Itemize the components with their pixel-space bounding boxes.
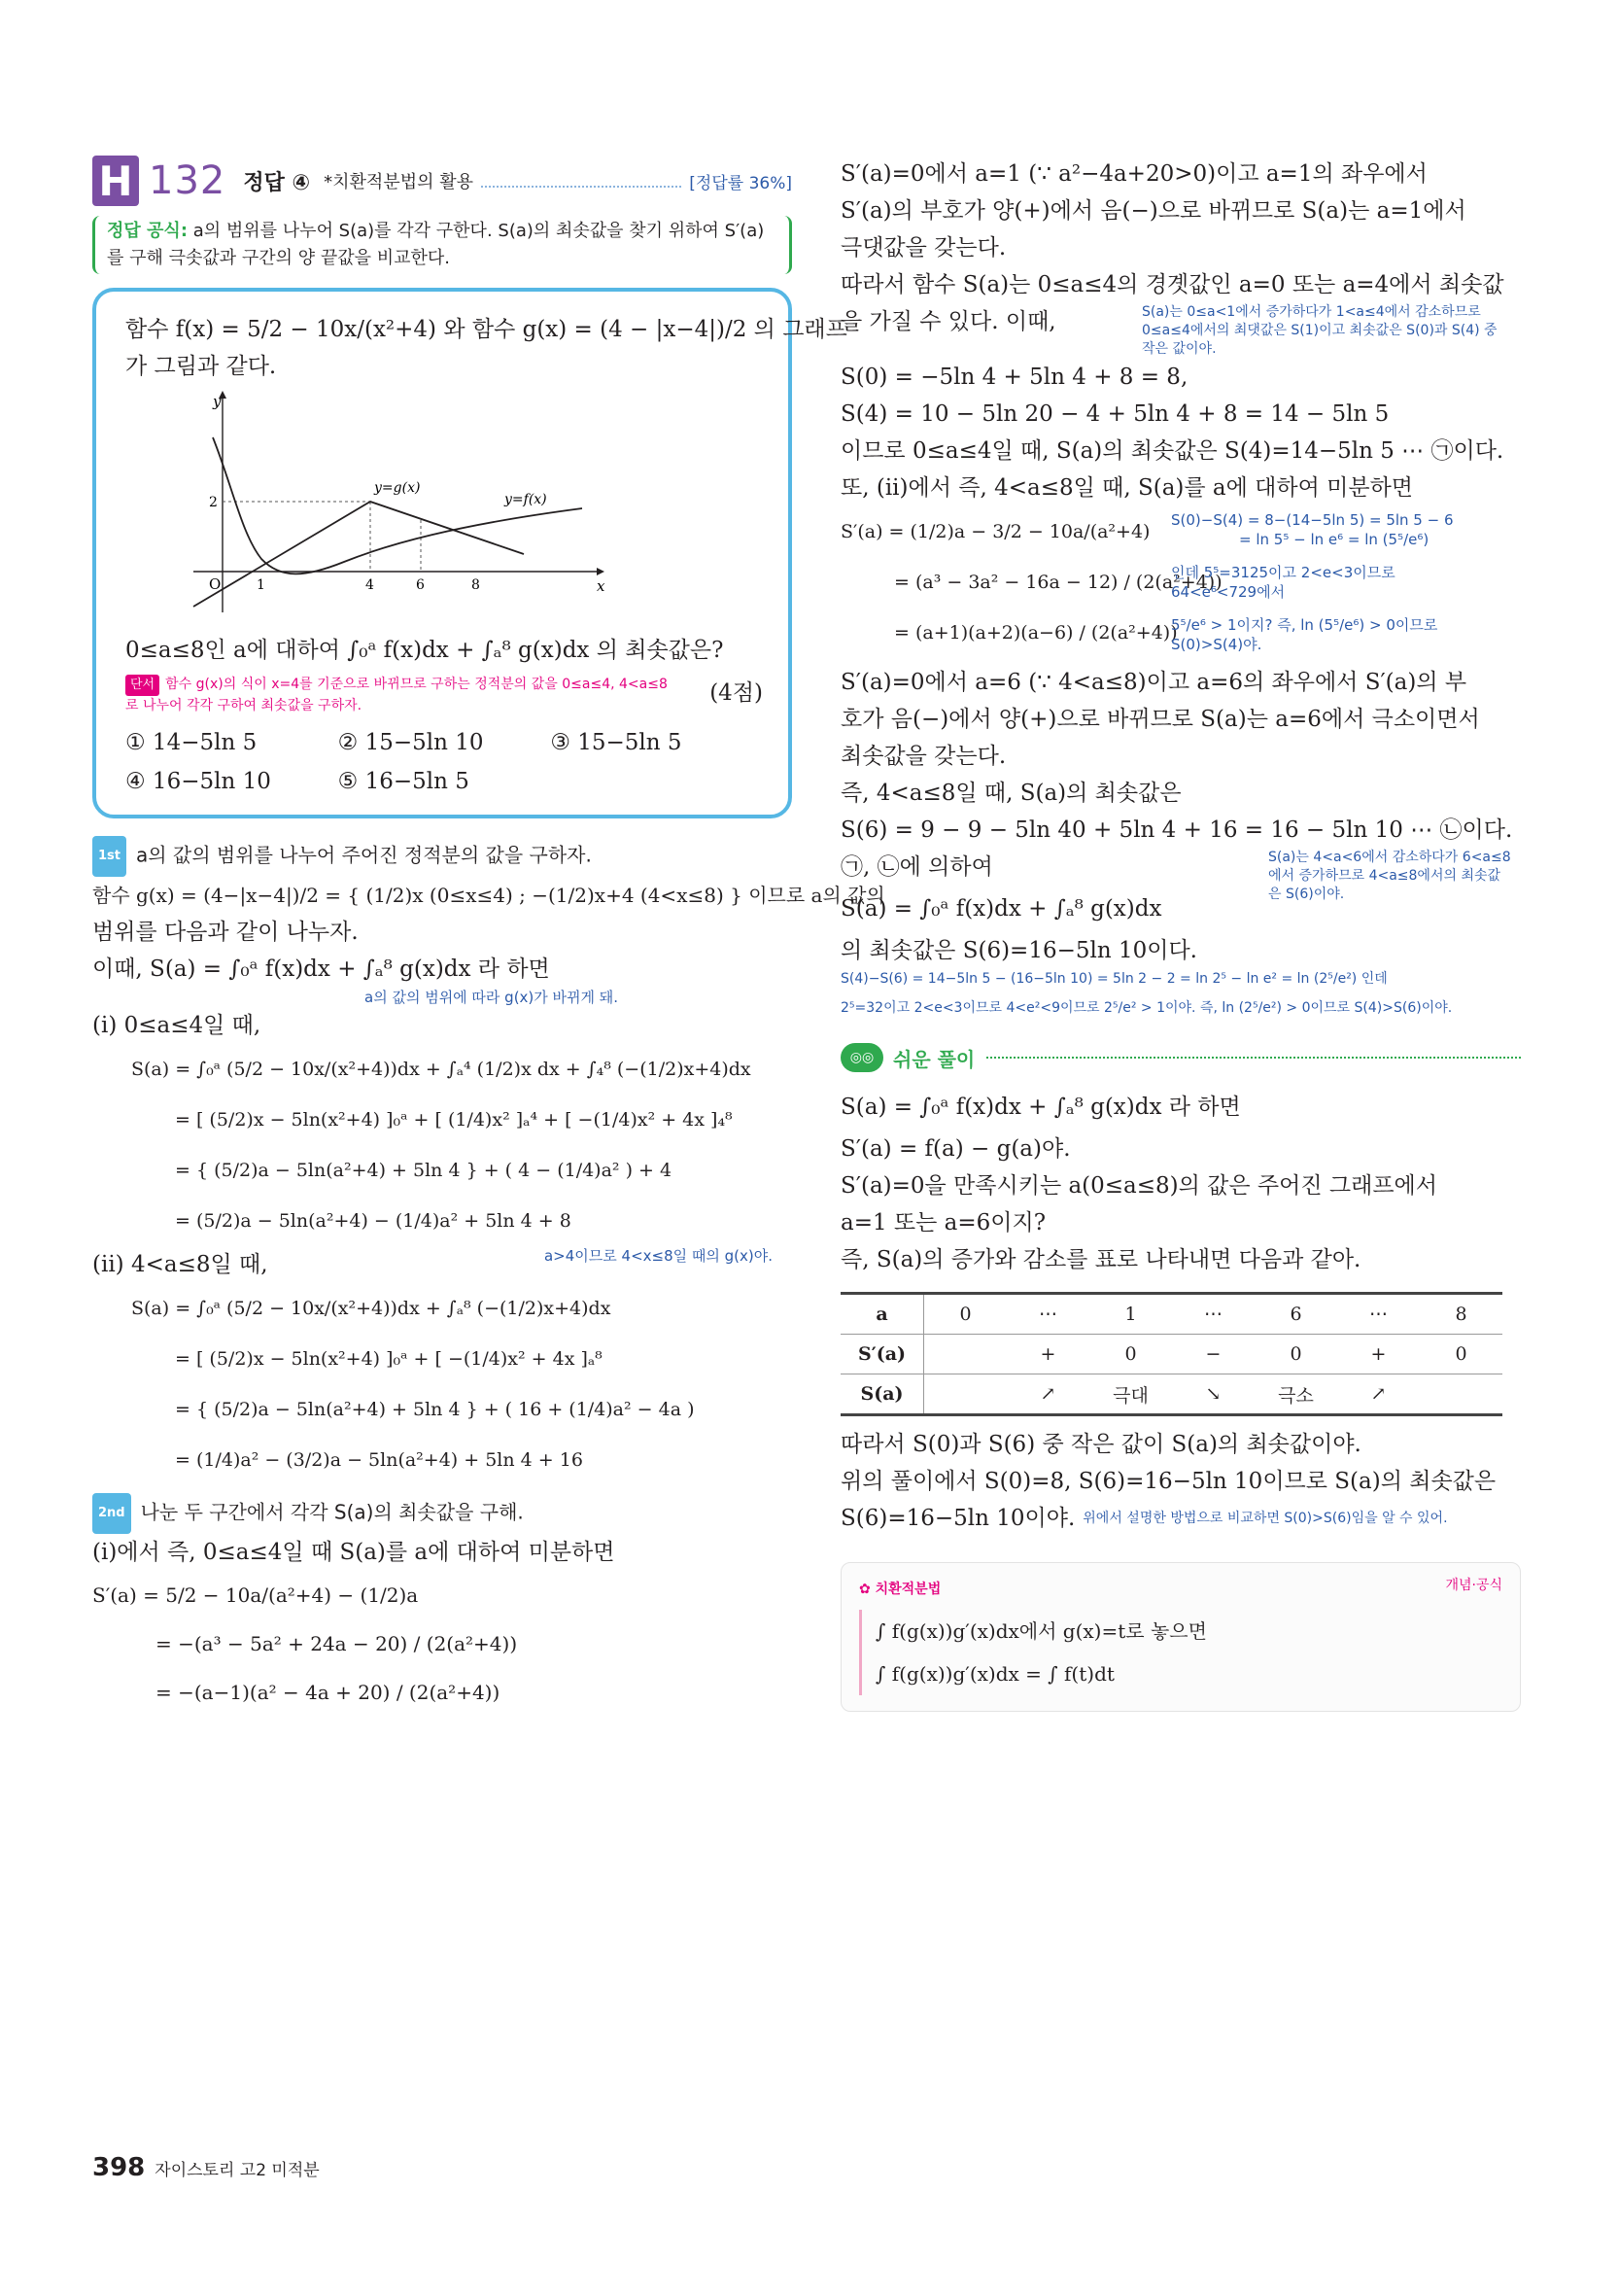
s0-value: S(0) = −5ln 4 + 5ln 4 + 8 = 8, [841,365,1188,390]
correct-rate: [정답률 36%] [689,173,792,193]
concept-tag: 개념·공식 [1445,1578,1502,1593]
problem-box [92,288,847,818]
table-cell: 극소 [1255,1374,1337,1415]
table-cell: 1 [1089,1294,1172,1335]
g-definition: 함수 g(x) = (4−|x−4|)/2 = { (1/2)x (0≤x≤4) ; −(1/2)x+4 (4<x≤8) } 이므로 a의 값의 [92,884,885,907]
final-min: 의 최솟값은 S(6)=16−5ln 10이다. [841,938,1197,963]
level-badge: H [92,156,139,206]
graph-tick-4: 4 [365,577,374,593]
choice-3[interactable]: ③ 15−5ln 5 [550,730,682,755]
right-line-10: S′(a)=0에서 a=6 (∵ 4<a≤8)이고 a=6의 좌우에서 S′(a)의 부 [841,670,1467,695]
case-2-line-3: = { (5/2)a − 5ln(a²+4) + 5ln 4 } + ( 16 + (1/4)a² − 4a ) [175,1399,695,1420]
note-g-changes: a의 값의 범위에 따라 g(x)가 바뀌게 돼. [364,989,619,1006]
case-1-label: (i) 0≤a≤4일 때, [92,1013,261,1038]
table-cell: S(a) [841,1374,924,1415]
book-title: 자이스토리 고2 미적분 [155,2161,320,2180]
e-derivative-2: = (a³ − 3a² − 16a − 12) / (2(a²+4)) [894,572,1223,593]
table-cell [1420,1374,1502,1415]
concept-title-text: 치환적분법 [875,1582,942,1597]
right-line-11: 호가 음(−)에서 양(+)으로 바뀌므로 S(a)는 a=6에서 극소이면서 [841,707,1480,732]
clue-badge: 단서 [125,675,159,696]
right-line-4: 따라서 함수 S(a)는 0≤a≤4의 경곗값인 a=0 또는 a=4에서 최솟값 [841,272,1504,297]
table-cell: ↘ [1172,1374,1255,1415]
easy-line-3: S′(a)=0을 만족시키는 a(0≤a≤8)의 값은 주어진 그래프에서 [841,1173,1437,1199]
step-2-text: 나눈 두 구간에서 각각 S(a)의 최솟값을 구해. [140,1500,524,1524]
graph-origin: O [209,575,222,593]
right-line-3: 극댓값을 갖는다. [841,235,1007,261]
note-s6-min: S(a)는 4<a<6에서 감소하다가 6<a≤8에서 증가하므로 4<a≤8에서의 최솟값은 S(6)이야. [1268,850,1511,902]
choice-1[interactable]: ① 14−5ln 5 [125,730,258,755]
easy-line-6: 따라서 S(0)과 S(6) 중 작은 값이 S(a)의 최솟값이야. [841,1432,1361,1457]
graph-y-label: y [213,393,222,410]
flower-icon: ✿ [859,1582,876,1597]
e-derivative-3: = (a+1)(a+2)(a−6) / (2(a²+4)) [894,622,1178,644]
note-s-increase: S(a)는 0≤a<1에서 증가하다가 1<a≤4에서 감소하므로 0≤a≤4에서의 최댓값은 S(1)이고 최솟값은 S(0)과 S(4) 중 작은 값이야. [1142,304,1498,357]
function-graph [184,389,611,622]
step-1-heading [92,836,792,877]
graph-tick-6: 6 [416,577,425,593]
answer-formula-hint [92,216,792,274]
range-text: 범위를 다음과 같이 나누자. [92,920,359,945]
case-1-line-2: = [ (5/2)x − 5ln(x²+4) ]₀ᵃ + [ (1/4)x² ]ₐ⁴ + [ −(1/4)x² + 4x ]₄⁸ [175,1109,733,1131]
graph-x-label: x [597,577,605,595]
table-cell: S′(a) [841,1335,924,1374]
table-row [841,1374,1502,1415]
case-2-line-4: = (1/4)a² − (3/2)a − 5ln(a²+4) + 5ln 4 + 16 [175,1449,583,1471]
s4-value: S(4) = 10 − 5ln 20 − 4 + 5ln 4 + 8 = 14 − 5ln 5 [841,401,1390,427]
concept-box [841,1562,1521,1712]
easy-note: 위에서 설명한 방법으로 비교하면 S(0)>S(6)임을 알 수 있어. [1083,1511,1448,1526]
problem-score: (4점) [709,680,763,706]
right-line-1: S′(a)=0에서 a=1 (∵ a²−4a+20>0)이고 a=1의 좌우에서 [841,161,1428,187]
increase-decrease-table [841,1292,1502,1416]
problem-header [92,154,792,208]
case-1-line-3: = { (5/2)a − 5ln(a²+4) + 5ln 4 } + ( 4 − (1/4)a² ) + 4 [175,1160,672,1181]
s6-value: S(6) = 9 − 9 − 5ln 40 + 5ln 4 + 16 = 16 − 5ln 10 ⋯ ㉡이다. [841,818,1513,843]
table-cell: + [1007,1335,1089,1374]
step-1-text: a의 값의 범위를 나누어 주어진 정적분의 값을 구하자. [136,843,592,867]
page-number: 398 [92,2153,146,2182]
min-on-0-4: 이므로 0≤a≤4일 때, S(a)의 최솟값은 S(4)=14−5ln 5 ⋯ ㉠이다. [841,438,1504,464]
table-cell: 극대 [1089,1374,1172,1415]
choice-5[interactable]: ⑤ 16−5ln 5 [337,769,469,794]
page-footer [92,2153,320,2182]
right-line-9: 또, (ii)에서 즉, 4<a≤8일 때, S(a)를 a에 대하여 미분하면 [841,475,1413,501]
easy-line-4: a=1 또는 a=6이지? [841,1210,1047,1235]
right-column [841,156,1521,1712]
answer-label: 정답 ④ [243,170,311,195]
table-cell: 0 [1089,1335,1172,1374]
answer-choices [125,723,763,801]
derivative-1: S′(a) = 5/2 − 10a/(a²+4) − (1/2)a [92,1583,419,1607]
derivative-3: = −(a−1)(a² − 4a + 20) / (2(a²+4)) [155,1681,500,1704]
choice-2[interactable]: ② 15−5ln 10 [337,730,484,755]
note-s4-s6-2: 2⁵=32이고 2<e<3이므로 4<e²<9이므로 2⁵/e² > 1이야. 즉, ln (2⁵/e²) > 0이므로 S(4)>S(6)이야. [841,1000,1453,1016]
note-case-2: a>4이므로 4<x≤8일 때의 g(x)야. [543,1247,773,1265]
problem-line-1: 함수 f(x) = 5/2 − 10x/(x²+4) 와 함수 g(x) = (4 − |x−4|)/2 의 그래프 [125,317,847,342]
e-derivative-1: S′(a) = (1/2)a − 3/2 − 10a/(a²+4) [841,521,1151,542]
table-cell: a [841,1294,924,1335]
step-2-heading [92,1493,792,1534]
note-compare-1: S(0)−S(4) = 8−(14−5ln 5) = 5ln 5 − 6 [1171,511,1454,529]
derivative-2: = −(a³ − 5a² + 24a − 20) / (2(a²+4)) [155,1632,518,1655]
easy-line-2: S′(a) = f(a) − g(a)야. [841,1136,1071,1162]
s-definition: 이때, S(a) = ∫₀ᵃ f(x)dx + ∫ₐ⁸ g(x)dx 라 하면 [92,957,550,982]
table-cell [924,1335,1008,1374]
right-line-2: S′(a)의 부호가 양(+)에서 음(−)으로 바뀌므로 S(a)는 a=1에서 [841,198,1466,224]
clue-text: 함수 g(x)의 식이 x=4를 기준으로 바뀌므로 구하는 정적분의 값을 0≤a≤4, 4<a≤8로 나누어 각각 구하여 최솟값을 구하자. [125,677,668,713]
note-compare-4: 64<e⁶<729에서 [1171,583,1286,601]
hint-label: 정답 공식: [107,221,189,241]
case-2-line-2: = [ (5/2)x − 5ln(x²+4) ]₀ᵃ + [ −(1/4)x² + 4x ]ₐ⁸ [175,1348,603,1370]
right-line-5: 을 가질 수 있다. 이때, [841,309,1056,334]
dotted-leader [481,174,681,188]
table-cell: ⋯ [1007,1294,1089,1335]
graph-tick-8: 8 [471,577,480,593]
table-cell: + [1337,1335,1420,1374]
table-cell: ⋯ [1172,1294,1255,1335]
table-cell: − [1172,1335,1255,1374]
table-cell: ↗ [1337,1374,1420,1415]
step-1-badge: 1st [92,836,126,877]
easy-line-1: S(a) = ∫₀ᵃ f(x)dx + ∫ₐ⁸ g(x)dx 라 하면 [841,1095,1241,1120]
problem-line-2: 가 그림과 같다. [125,354,277,379]
right-line-16: S(a) = ∫₀ᵃ f(x)dx + ∫ₐ⁸ g(x)dx [841,896,1162,922]
table-cell: 6 [1255,1294,1337,1335]
graph-label-f: y=f(x) [504,492,547,507]
note-s4-s6-1: S(4)−S(6) = 14−5ln 5 − (16−5ln 10) = 5ln 2 − 2 = ln 2⁵ − ln e² = ln (2⁵/e²) 인데 [841,971,1388,987]
note-compare-2: = ln 5⁵ − ln e⁶ = ln (5⁵/e⁶) [1239,531,1430,548]
easy-line-5: 즉, S(a)의 증가와 감소를 표로 나타내면 다음과 같아. [841,1247,1361,1272]
graph-tick-2: 2 [209,495,218,510]
table-row [841,1294,1502,1335]
case-1-line-4: = (5/2)a − 5ln(a²+4) − (1/4)a² + 5ln 4 + 8 [175,1210,571,1232]
easy-line-8: S(6)=16−5ln 10이야. [841,1506,1076,1531]
case-2-line-1: S(a) = ∫₀ᵃ (5/2 − 10x/(x²+4))dx + ∫ₐ⁸ (−(1/2)x+4)dx [131,1298,611,1319]
right-line-15: ㉠, ㉡에 의하여 [841,854,993,880]
table-cell: ↗ [1007,1374,1089,1415]
note-compare-5: 5⁵/e⁶ > 1이지? 즉, ln (5⁵/e⁶) > 0이므로 S(0)>S(4)야. [1171,616,1438,653]
case-1-line-1: S(a) = ∫₀ᵃ (5/2 − 10x/(x²+4))dx + ∫ₐ⁴ (1/2)x dx + ∫₄⁸ (−(1/2)x+4)dx [131,1059,751,1080]
hint-text: a의 범위를 나누어 S(a)를 각각 구한다. S(a)의 최솟값을 찾기 위하여 S′(a)를 구해 극솟값과 구간의 양 끝값을 비교한다. [107,221,765,268]
table-cell [924,1374,1008,1415]
concept-line-2: ∫ f(g(x))g′(x)dx = ∫ f(t)dt [876,1662,1115,1686]
easy-solution-label: 쉬운 풀이 [893,1047,976,1071]
easy-solution-heading [841,1043,1521,1072]
topic-label: *치환적분법의 활용 [324,172,473,192]
left-column [92,154,885,1717]
graph-tick-1: 1 [257,577,265,593]
easy-line-7: 위의 풀이에서 S(0)=8, S(6)=16−5ln 10이므로 S(a)의 최솟값은 [841,1469,1497,1494]
table-cell: 0 [1420,1335,1502,1374]
step-2-badge: 2nd [92,1493,131,1534]
table-cell: ⋯ [1337,1294,1420,1335]
concept-title [859,1575,941,1598]
note-compare-3: 인데 5⁵=3125이고 2<e<3이므로 [1171,564,1395,581]
easy-divider [986,1057,1521,1059]
graph-label-g: y=g(x) [374,480,421,496]
table-cell: 0 [924,1294,1008,1335]
table-cell: 0 [1255,1335,1337,1374]
clue-note [125,675,670,715]
right-line-12: 최솟값을 갖는다. [841,744,1007,769]
table-cell: 8 [1420,1294,1502,1335]
right-line-13: 즉, 4<a≤8일 때, S(a)의 최솟값은 [841,781,1182,806]
table-row [841,1335,1502,1374]
problem-question: 0≤a≤8인 a에 대하여 ∫₀ᵃ f(x)dx + ∫ₐ⁸ g(x)dx 의 최솟값은? [125,638,724,663]
case-2-label: (ii) 4<a≤8일 때, [92,1252,268,1277]
choice-4[interactable]: ④ 16−5ln 10 [125,769,271,794]
concept-line-1: ∫ f(g(x))g′(x)dx에서 g(x)=t로 놓으면 [876,1619,1207,1643]
glasses-icon: ◎◎ [841,1043,883,1072]
step-2-line: (i)에서 즉, 0≤a≤4일 때 S(a)를 a에 대하여 미분하면 [92,1540,615,1565]
problem-number: 132 [149,158,226,203]
